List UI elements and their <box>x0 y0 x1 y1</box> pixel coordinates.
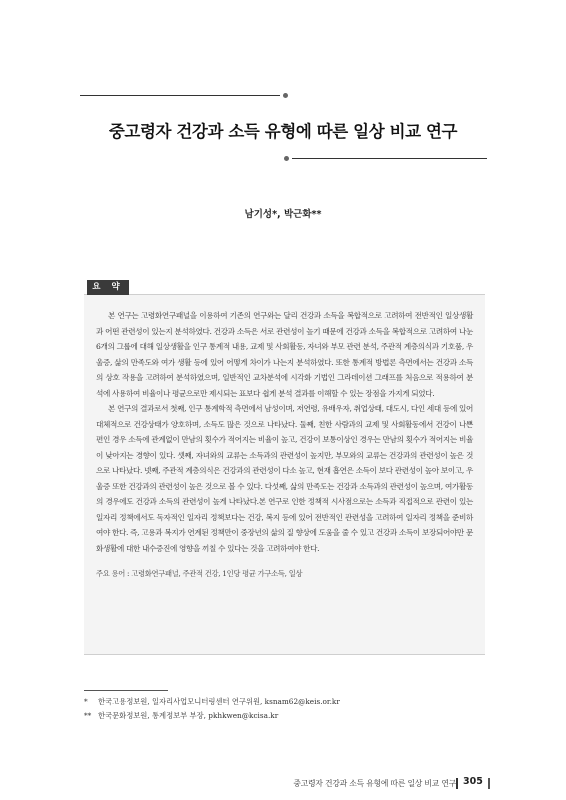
footnote-1-marker: * <box>84 697 88 706</box>
footnote-rule <box>84 690 168 691</box>
footer-edge-bar <box>488 778 490 789</box>
page-number: 305 <box>463 776 483 787</box>
abstract-box <box>84 294 485 655</box>
footnote-2-text: 한국문화정보원, 통계정보부 부장, pkhkwen@kcisa.kr <box>98 711 279 720</box>
running-footer-title: 중고령자 건강과 소득 유형에 따른 일상 비교 연구 <box>293 779 456 788</box>
abstract-paragraph-1: 본 연구는 고령화연구패널을 이용하여 기존의 연구와는 달리 건강과 소득을 복합적으로 고려하여 전반적인 일상생활과 어떤 관련성이 있는지 분석하였다. 건강과 소득은 서로 관련성이 높기 때문에 건강과 소득을 복합적으로 고려하여 나눈 6개의 그룹에 대해 일상생활을 인구 통계적 내용, 교제 및 사회활동, 자녀와 부모 관련 분석, 주관적 계층의식과 기호품, 우울증, 삶의 만족도와 여가 생활 등에 있어 어떻게 차이가 나는지 분석하였다. 또한 통계적 방법론 측면에서는 건강과 소득의 상호 작용을 고려하여 분석하였으며, 일반적인 교차분석에 시각화 기법인 그라데이션 그래프를 처음으로 적용하여 분석에 사용하여 비율이나 평균으로만 제시되는 표보다 쉽게 분석 결과를 이해할 수 있는 장점을 가지게 되었다. <box>96 311 473 398</box>
footnote-1-text: 한국고용정보원, 일자리사업모니터링센터 연구위원, ksnam62@keis.or.kr <box>98 697 340 706</box>
bottom-title-rule <box>292 158 487 159</box>
top-title-rule <box>80 95 280 96</box>
keywords: 주요 용어 : 고령화연구패널, 주관적 건강, 1인당 평균 가구소득, 일상 <box>96 569 303 578</box>
footnote-1 <box>84 697 340 707</box>
footer-separator <box>456 778 458 789</box>
abstract-paragraph-2: 본 연구의 결과로서 첫째, 인구 통계학적 측면에서 남성이며, 저연령, 유배우자, 취업상태, 대도시, 다인 세대 등에 있어 대체적으로 건강상태가 양호하며, 소득도 많은 것으로 나타났다. 둘째, 친한 사람과의 교제 및 사회활동에서 건강이 나쁜편인 경우 소득에 관계없이 만남의 횟수가 적어지는 비율이 높고, 건강이 보통이상인 경우는 만남의 횟수가 적어지는 비율이 낮아지는 경향이 있다. 셋째, 자녀와의 교류는 소득과의 관련성이 높지만, 부모와의 교류는 건강과의 관련성이 높은 것으로 나타났다. 넷째, 주관적 계층의식은 건강과의 관련성이 다소 높고, 현재 흡연은 소득이 보다 관련성이 높아 보이고, 우울증 또한 건강과의 관련성이 높은 것으로 볼 수 있다. 다섯째, 삶의 만족도는 건강과 소득과의 관련성이 높으며, 여가활동의 경우에도 건강과 소득의 관련성이 높게 나타났다.본 연구로 인한 정책적 시사점으로는 소득과 직접적으로 관련이 있는 일자리 정책에서도 독자적인 일자리 정책보다는 건강, 복지 등에 있어 전반적인 관련성을 고려하여 일자리 정책을 준비하여야 한다. 즉, 고용과 복지가 연계된 정책만이 중장년의 삶의 질 향상에 도움을 줄 수 있고 건강과 소득이 보장되어야만 문화생활에 대한 내수증진에 영향을 끼칠 수 있다는 것을 고려하여야 한다. <box>96 404 473 553</box>
authors: 남기성*, 박근화** <box>244 209 322 220</box>
bottom-rule-dot <box>284 156 289 161</box>
footnote-2 <box>84 711 278 721</box>
paper-title: 중고령자 건강과 소득 유형에 따른 일상 비교 연구 <box>108 122 458 141</box>
abstract-heading: 요 약 <box>87 280 129 295</box>
top-rule-dot <box>283 93 288 98</box>
footnote-2-marker: ** <box>84 711 92 720</box>
